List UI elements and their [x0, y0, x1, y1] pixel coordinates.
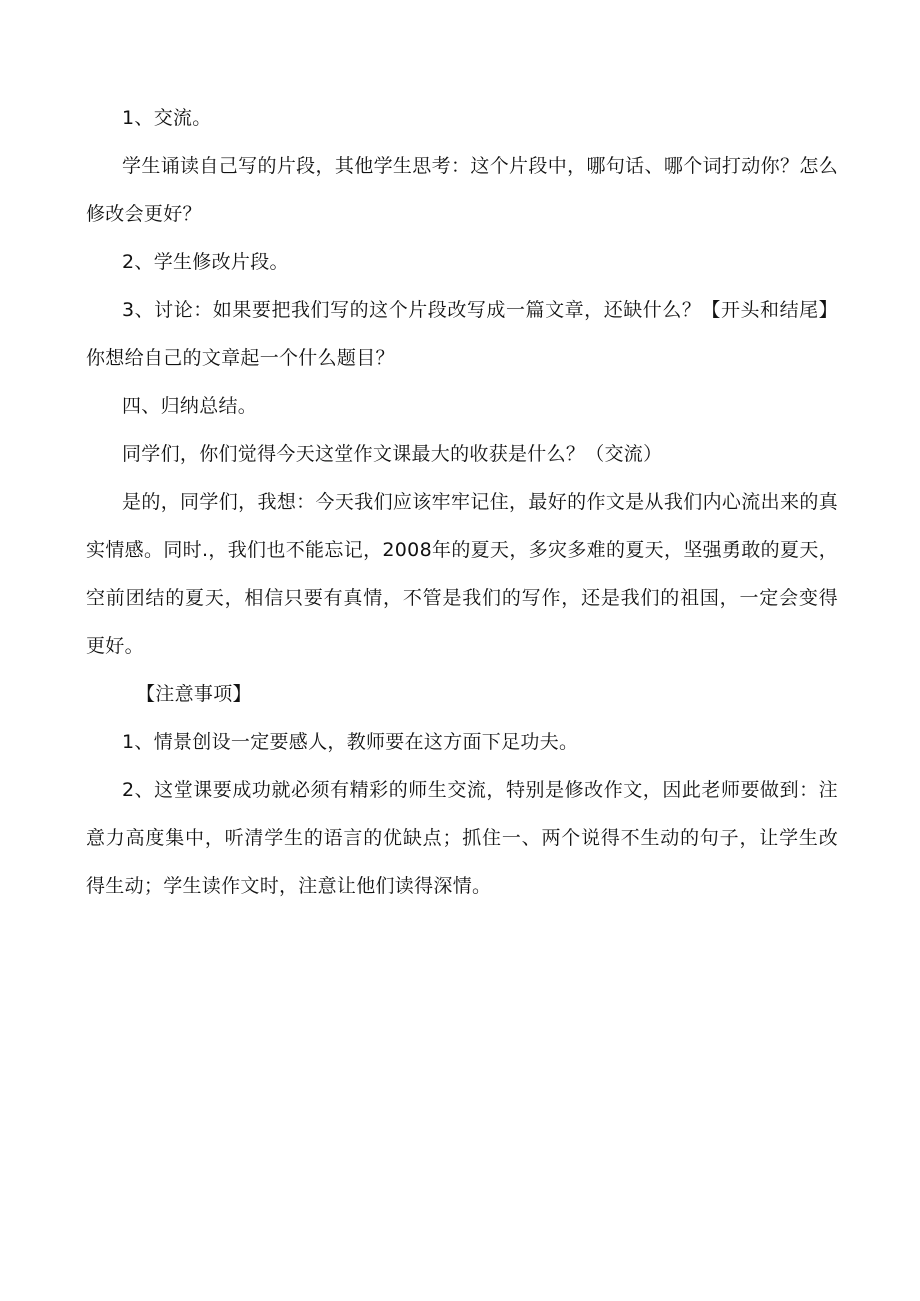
section-heading-summary: 四、归纳总结。: [122, 395, 258, 417]
paragraph-discussion-step: 3、讨论：如果要把我们写的这个片段改写成一篇文章，还缺什么？【开头和结尾】你想给自己的文章起一个什么题目？: [86, 299, 838, 369]
paragraph-exchange-step: 1、交流。: [122, 107, 212, 129]
paragraph-note-two: 2、这堂课要成功就必须有精彩的师生交流，特别是修改作文，因此老师要做到：注意力高度集中，听清学生的语言的优缺点；抓住一、两个说得不生动的句子，让学生改得生动；学生读作文时，注意让他们读得深情。: [86, 779, 838, 897]
paragraph-note-one: 1、情景创设一定要感人，教师要在这方面下足功夫。: [122, 731, 579, 753]
document-body: [86, 94, 838, 910]
paragraph-teacher-conclusion: 是的，同学们，我想：今天我们应该牢牢记住，最好的作文是从我们内心流出来的真实情感。同时.，我们也不能忘记，2008年的夏天，多灾多难的夏天，坚强勇敢的夏天，空前团结的夏天，相信只要有真情，不管是我们的写作，还是我们的祖国，一定会变得更好。: [86, 491, 838, 657]
paragraph-teacher-question: 同学们，你们觉得今天这堂作文课最大的收获是什么？（交流）: [122, 443, 663, 465]
paragraph-student-recital: 学生诵读自己写的片段，其他学生思考：这个片段中，哪句话、哪个词打动你？怎么修改会更好？: [86, 155, 838, 225]
paragraph-revise-step: 2、学生修改片段。: [122, 251, 289, 273]
section-heading-notes: 【注意事项】: [136, 683, 252, 705]
